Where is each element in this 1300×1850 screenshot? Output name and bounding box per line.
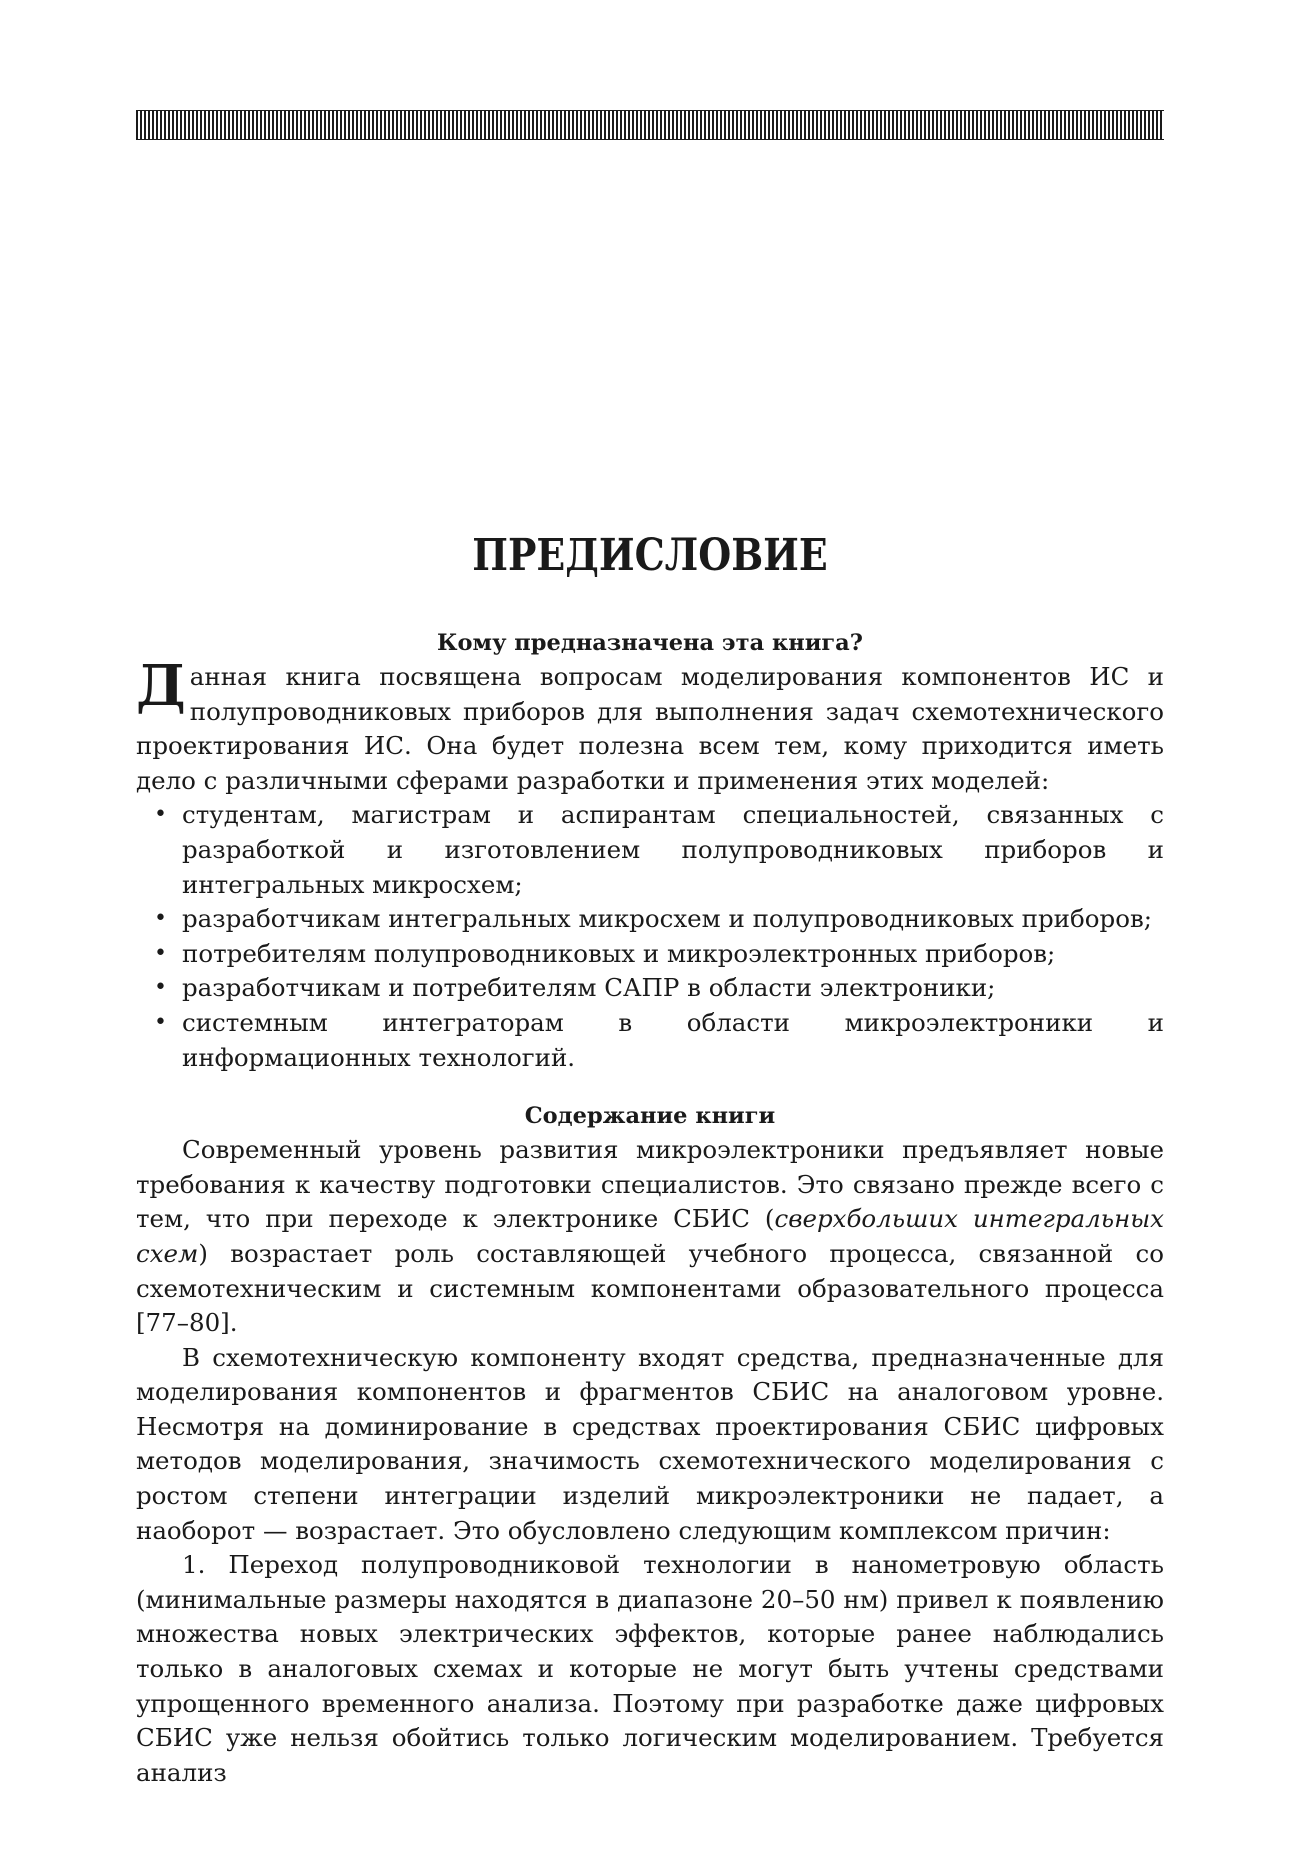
- bullet-icon: •: [154, 975, 167, 1001]
- intro-text: анная книга посвящена вопросам моделирования компонентов ИС и полупроводниковых приборов для выполнения задач схемотехнического проектирования ИС. Она будет полезна всем тем, кому приходится иметь дело с различными сферами разработки и применения этих моделей:: [136, 662, 1164, 795]
- audience-list: [136, 798, 1164, 1075]
- section-heading-audience: Кому предназначена эта книга?: [437, 630, 863, 656]
- list-item: • разработчикам интегральных микросхем и полупроводниковых приборов;: [182, 902, 1164, 937]
- list-item: • студентам, магистрам и аспирантам специальностей, связанных с разработкой и изготовлением полупроводниковых приборов и интегральных микросхем;: [154, 800, 1164, 899]
- list-item: • разработчикам и потребителям САПР в области электроники;: [182, 971, 1164, 1006]
- bullet-icon: •: [154, 802, 167, 828]
- bullet-icon: •: [154, 1009, 167, 1035]
- paragraph-3: 1. Переход полупроводниковой технологии в нанометровую область (минимальные размеры находятся в диапазоне 20–50 нм) привел к появлению множества новых электрических эффектов, которые ранее наблюдались только в аналоговых схемах и которые не могут быть учтены средствами упрощенного временного анализа. Поэтому при разработке даже цифровых СБИС уже нельзя обойтись только логическим моделированием. Требуется анализ: [136, 1550, 1164, 1787]
- section-heading-contents: Содержание книги: [524, 1103, 776, 1130]
- drop-cap-letter: Д: [136, 653, 186, 719]
- intro-paragraph: [136, 653, 1164, 798]
- decorative-header-rule: [136, 110, 1164, 140]
- list-item: • потребителям полупроводниковых и микроэлектронных приборов;: [182, 937, 1164, 972]
- paragraph-2: В схемотехническую компоненту входят средства, предназначенные для моделирования компонентов и фрагментов СБИС на аналоговом уровне. Несмотря на доминирование в средствах проектирования СБИС цифровых методов моделирования, значимость схемотехнического моделирования с ростом степени интеграции изделий микроэлектроники не падает, а наоборот — возрастает. Это обусловлено следующим комплексом причин:: [136, 1342, 1164, 1545]
- bullet-icon: •: [154, 940, 167, 966]
- italic-term: сверхбольших интегральных схем: [136, 1204, 1164, 1268]
- page-content: [136, 530, 1164, 1790]
- chapter-title: ПРЕДИСЛОВИЕ: [472, 530, 828, 581]
- paragraph-1: Современный уровень развития микроэлектроники предъявляет новые требования к качеству подготовки специалистов. Это связано прежде всего с тем, что при переходе к электронике СБИС (сверхбольших интегральных схем) возрастает роль составляющей учебного процесса, связанной со схемотехническим и системным компонентами образовательного процесса [77–80].: [136, 1135, 1164, 1338]
- list-item: • системным интеграторам в области микроэлектроники и информационных технологий.: [154, 1007, 1164, 1072]
- bullet-icon: •: [154, 906, 167, 932]
